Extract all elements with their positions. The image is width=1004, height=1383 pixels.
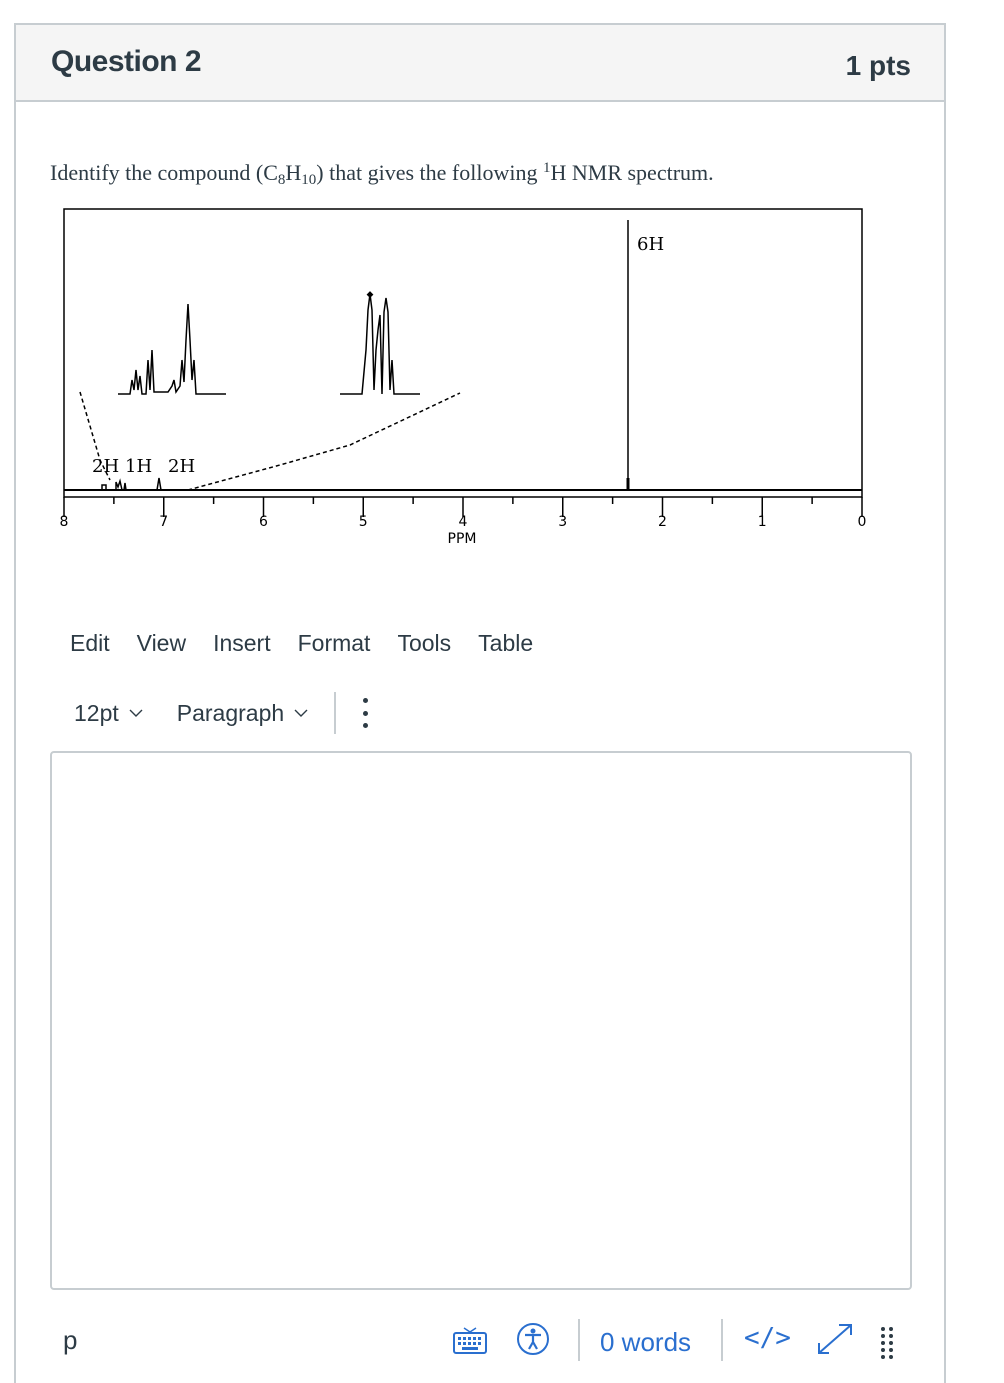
axis-tick-label: 2 [658, 514, 667, 530]
question-prompt: Identify the compound $(C_8H_{10})$ that gives the following $^1$H NMR spectrum. [50, 160, 714, 188]
peak-label: 2H [168, 456, 196, 477]
axis-label: PPM [447, 531, 477, 547]
menu-format[interactable]: Format [297, 630, 371, 656]
statusbar-divider [578, 1319, 580, 1361]
resize-handle-icon[interactable] [878, 1325, 898, 1359]
peak-label: 6H [637, 234, 665, 255]
more-vertical-icon[interactable] [360, 698, 370, 728]
code-icon[interactable]: </> [744, 1323, 791, 1353]
fullscreen-icon[interactable] [815, 1321, 855, 1357]
aromatic-peaks [102, 478, 161, 490]
editor-menubar [70, 630, 560, 657]
word-count[interactable]: 0 words [600, 1327, 692, 1357]
axis-tick-label: 8 [59, 514, 69, 530]
menu-tools[interactable]: Tools [397, 630, 452, 656]
chevron-down-icon [129, 706, 143, 720]
toolbar-divider [334, 692, 336, 734]
block-format-value: Paragraph [176, 699, 285, 726]
axis-tick-label: 4 [458, 514, 468, 530]
accessibility-icon[interactable] [515, 1321, 551, 1357]
block-format-select[interactable] [177, 700, 308, 727]
axis-tick-label: 3 [558, 514, 568, 530]
axis-tick-label: 0 [857, 514, 867, 530]
expansion-inset-aromatic [118, 304, 226, 394]
chevron-down-icon [294, 706, 308, 720]
menu-edit[interactable]: Edit [70, 630, 110, 656]
keyboard-icon[interactable] [452, 1327, 488, 1355]
element-path[interactable]: p [63, 1325, 78, 1355]
expansion-inset-multiplet [340, 294, 420, 394]
font-size-value: 12pt [74, 699, 119, 726]
question-points: 1 pts [845, 50, 911, 81]
menu-insert[interactable]: Insert [213, 630, 271, 656]
axis-tick-label: 7 [159, 514, 169, 530]
font-size-select[interactable] [74, 700, 143, 727]
editor-toolbar [74, 693, 370, 733]
nmr-spectrum-image [50, 200, 880, 560]
rich-text-editor-area[interactable] [50, 751, 912, 1290]
menu-view[interactable]: View [136, 630, 187, 656]
axis-tick-label: 5 [358, 514, 368, 530]
axis-tick-label: 1 [757, 514, 767, 530]
question-title: Question 2 [51, 45, 202, 78]
peak-label: 1H [125, 456, 153, 477]
axis-tick-label: 6 [259, 514, 268, 530]
statusbar-divider [721, 1319, 723, 1361]
question-header [16, 25, 944, 102]
peak-label: 2H [92, 456, 120, 477]
menu-table[interactable]: Table [478, 630, 534, 656]
editor-statusbar [0, 1315, 1004, 1370]
spectrum-frame [64, 209, 862, 497]
